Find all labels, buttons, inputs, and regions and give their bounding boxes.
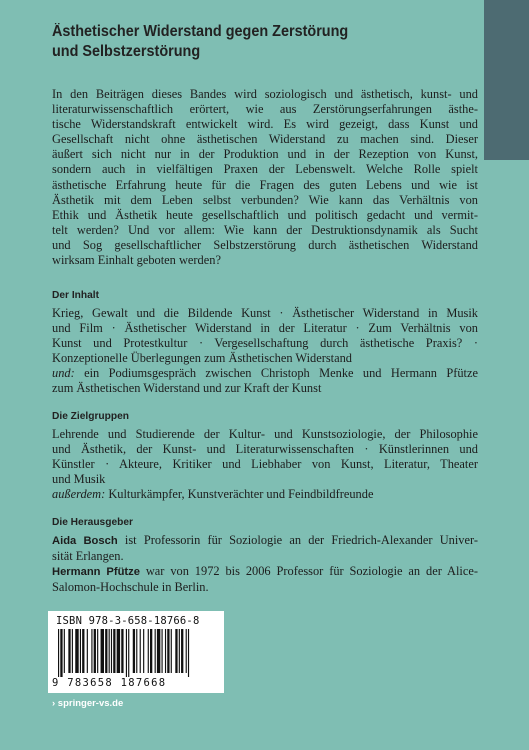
- inhalt-line: Krieg, Gewalt und die Bildende Kunst · Ästhetischer Widerstand in Musik: [52, 306, 478, 320]
- barcode-bar: [133, 629, 135, 673]
- barcode-bar: [128, 629, 129, 677]
- bosch-line: [52, 533, 478, 549]
- zielgruppen-ausserdem-line: [52, 487, 478, 502]
- intro-line: In den Beiträgen dieses Bandes wird soziologisch und ästhetisch, kunst- und: [52, 87, 478, 101]
- barcode-bar: [171, 629, 172, 673]
- barcode-bar: [111, 629, 112, 673]
- barcode-bar: [140, 629, 141, 673]
- intro-line: und Sog gesellschaftlicher Selbstzerstörung durch ästhetischen Widerstand: [52, 237, 478, 252]
- barcode-bar: [155, 629, 156, 673]
- barcode-bar: [181, 629, 183, 673]
- corner-accent-block: [484, 0, 529, 160]
- pfuetze-name: Hermann Pfütze: [52, 566, 140, 579]
- barcode-bar: [157, 629, 160, 673]
- ausserdem-text: Kulturkämpfer, Kunstverächter und Feindbildfreunde: [105, 487, 374, 502]
- zielgruppen-line: Künstler · Akteure, Kritiker und Liebhaber von Kunst, Literatur, Theater: [52, 457, 478, 472]
- barcode-bar: [188, 629, 189, 677]
- barcode-bar: [60, 629, 62, 677]
- intro-line: Ästhetik mit dem Leben selbst verbunden? Wie kann das Verhältnis von: [52, 192, 478, 207]
- title-line-2: und Selbstzerstörung: [52, 43, 201, 60]
- barcode-bar: [82, 629, 84, 673]
- barcode-bar: [58, 629, 59, 677]
- section-body-zielgruppen: [52, 427, 478, 502]
- inhalt-und-line: [52, 366, 478, 381]
- intro-line: sondern auch in vielfältigen Praxen der Lebenswelt. Welche Rolle spielt: [52, 162, 478, 177]
- section-body-herausgeber: [52, 533, 478, 595]
- intro-line: telt werden? Und vor allem: Wie kann der Destruktionsdynamik als Sucht: [52, 222, 478, 237]
- und-text: ein Podiumsgespräch zwischen Christoph Menke und Hermann Pfütze: [74, 366, 478, 381]
- barcode-bar: [150, 629, 152, 673]
- barcode-bar: [165, 629, 166, 673]
- inhalt-line: Konzeptionelle Überlegungen zum Ästhetischen Widerstand: [52, 351, 353, 366]
- barcode-bar: [87, 629, 88, 673]
- barcode-bar: [175, 629, 177, 673]
- bosch-text: ist Professorin für Soziologie an der Friedrich-Alexander Univer-: [117, 533, 478, 547]
- und-prefix: und:: [52, 366, 75, 381]
- intro-line: literaturwissenschaftlich erörtert, wie aus Zerstörungserfahrungen ästhe-: [52, 102, 478, 117]
- barcode-bar: [94, 629, 96, 673]
- intro-line: ästhetische Erfahrung heute für die Fragen des guten Lebens und wie ist: [52, 177, 478, 192]
- barcode-digits: 9 783658 187668: [52, 677, 167, 689]
- intro-line: Gesellschaft nicht ohne ästhetischen Widerstand zu machen sind. Dieser: [52, 132, 478, 147]
- ausserdem-prefix: außerdem:: [52, 487, 106, 502]
- intro-line: tische Widerstandskraft entwickelt wird. Es wird gezeigt, dass Kunst und: [52, 117, 478, 132]
- book-title: [52, 22, 443, 62]
- section-heading-inhalt: Der Inhalt: [52, 290, 99, 301]
- title-line-1: Ästhetischer Widerstand gegen Zerstörung: [52, 23, 349, 40]
- inhalt-line: zum Ästhetischen Widerstand und zur Kraft der Kunst: [52, 381, 322, 396]
- barcode-bar: [121, 629, 123, 673]
- section-heading-herausgeber: Die Herausgeber: [52, 517, 133, 528]
- pfuetze-line: [52, 564, 478, 580]
- intro-paragraph: [52, 87, 478, 268]
- intro-line: Ethik und Ästhetik heute gesellschaftlich und politisch gedacht und vermit-: [52, 207, 478, 222]
- section-body-inhalt: [52, 306, 478, 397]
- isbn-text: ISBN 978-3-658-18766-8: [56, 615, 200, 627]
- zielgruppen-line: und Ästhetik, der Kunst- und Literaturwissenschaften · Künstlerinnen und: [52, 442, 478, 457]
- barcode-bar: [91, 629, 92, 673]
- barcode-graphic: [54, 629, 218, 677]
- barcode-bar: [113, 629, 115, 673]
- barcode-bar: [109, 629, 110, 673]
- inhalt-line: und Film · Ästhetischer Widerstand in der Literatur · Zum Verhältnis von: [52, 321, 478, 336]
- intro-line: wirksam Einhalt geboten werden?: [52, 253, 221, 268]
- barcode-bar: [179, 629, 180, 673]
- barcode-bar: [105, 629, 107, 673]
- barcode-bar: [148, 629, 149, 673]
- pfuetze-line-2: Salomon-Hochschule in Berlin.: [52, 580, 209, 595]
- intro-line: äußert sich nicht nur in der Produktion und in der Rezeption von Kunst,: [52, 147, 478, 162]
- barcode-bar: [162, 629, 163, 673]
- barcode-bar: [80, 629, 81, 673]
- barcode-bar: [97, 629, 98, 673]
- bosch-line-2: sität Erlangen.: [52, 549, 124, 564]
- barcode-bar: [68, 629, 70, 673]
- zielgruppen-line: Lehrende und Studierende der Kultur- und Kunstsoziologie, der Philosophie: [52, 427, 478, 441]
- barcode-bar: [186, 629, 187, 673]
- inhalt-line: Kunst und Protestkultur · Vergesellschaftung durch ästhetische Praxis? ·: [52, 336, 478, 351]
- barcode-bar: [101, 629, 104, 673]
- pfuetze-text: war von 1972 bis 2006 Professor für Soziologie an der Alice-: [139, 564, 479, 579]
- barcode-bar: [136, 629, 137, 673]
- barcode-bar: [126, 629, 127, 677]
- barcode-bar: [75, 629, 78, 673]
- barcode-bar: [167, 629, 169, 673]
- barcode-box: [48, 611, 224, 693]
- barcode-bar: [117, 629, 120, 673]
- section-heading-zielgruppen: Die Zielgruppen: [52, 411, 129, 422]
- barcode-bar: [143, 629, 144, 673]
- publisher-link[interactable]: › springer-vs.de: [52, 698, 124, 709]
- barcode-bar: [72, 629, 73, 673]
- zielgruppen-line: und Musik: [52, 472, 106, 487]
- bosch-name: Aida Bosch: [52, 535, 118, 547]
- barcode-bar: [64, 629, 65, 673]
